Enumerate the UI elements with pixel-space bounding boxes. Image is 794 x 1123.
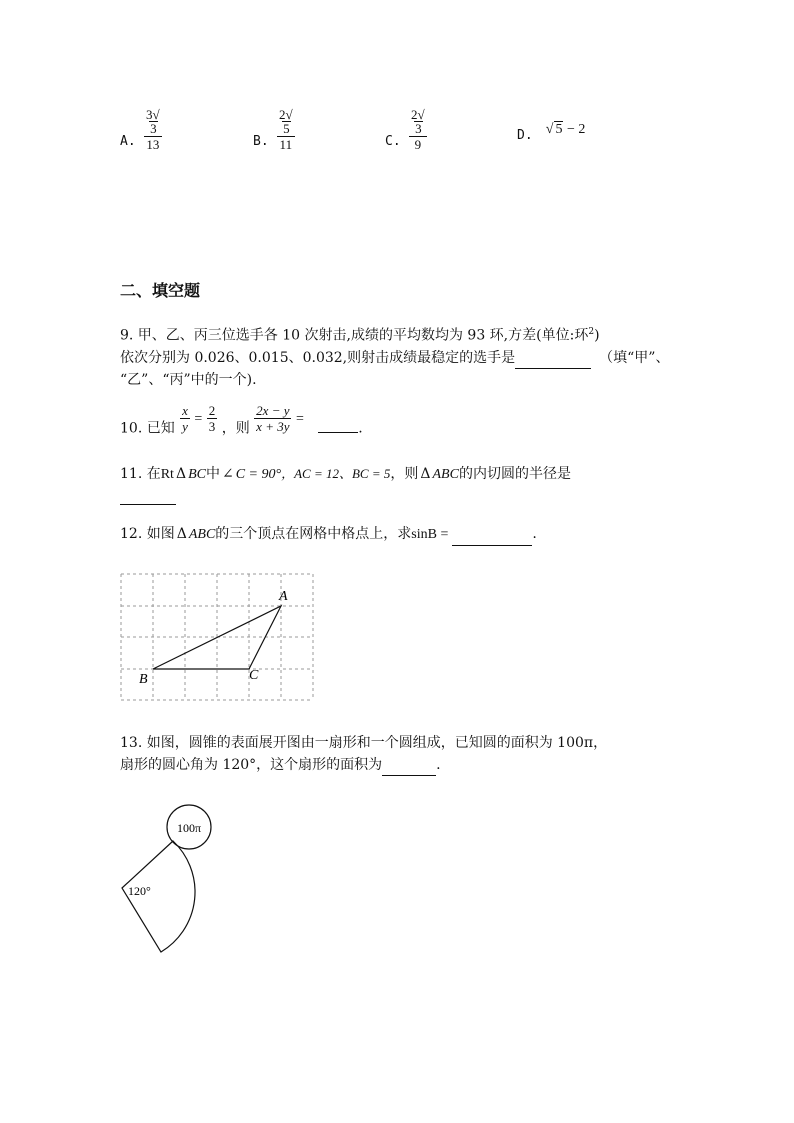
option-letter: A. xyxy=(120,134,136,149)
vertex-label-a: A xyxy=(279,589,288,604)
section-title: 二、填空题 xyxy=(120,281,201,300)
question-10: 10. 已知 $\frac{x}{y}$ = $\frac{2}{3}$ ，则 $\frac{2x - y}{x + 3y}$ = . xyxy=(120,403,363,437)
answer-blank[interactable] xyxy=(120,490,176,505)
question-13: 13. 如图，圆锥的表面展开图由一扇形和一个圆组成，已知圆的面积为 100π， 扇形的圆心角为 120°，这个扇形的面积为 . xyxy=(120,732,607,776)
answer-blank[interactable] xyxy=(382,761,436,776)
option-fraction: $\frac{2√5}{11}$ xyxy=(279,107,293,152)
option-letter: C. xyxy=(385,134,401,149)
sector-angle-label: 120° xyxy=(128,884,151,898)
option-fraction: $\frac{2√3}{9}$ xyxy=(411,107,425,152)
fraction-expression: $\frac{2x - y}{x + 3y}$ xyxy=(256,403,290,434)
cone-net-figure xyxy=(115,798,225,958)
vertex-label-c: C xyxy=(249,668,259,683)
circle-area-label: 100π xyxy=(176,821,202,835)
grid-triangle-figure xyxy=(118,570,318,706)
option-d xyxy=(517,118,585,143)
fraction-2-over-3: $\frac{2}{3}$ xyxy=(208,403,216,434)
question-12: 12. 如图 Δ ABC的三个顶点在网格中格点上，求sinB = . xyxy=(120,523,537,546)
question-9: 9. 甲、乙、丙三位选手各 10 次射击,成绩的平均数均为 93 环,方差(单位:环$^2$) 依次分别为 0.026、0.015、0.032,则射击成绩最稳定的选手是 （填“甲”、 “乙”、“丙”中的一个). xyxy=(120,327,670,388)
answer-blank[interactable] xyxy=(515,354,591,369)
answer-blank[interactable] xyxy=(318,418,358,433)
option-expression: √ 5 − 2 xyxy=(545,122,586,137)
option-letter: B. xyxy=(253,134,269,149)
fraction-x-over-y: $\frac{x}{y}$ xyxy=(182,403,188,434)
option-letter: D. xyxy=(517,128,533,143)
answer-blank[interactable] xyxy=(452,531,532,546)
vertex-label-b: B xyxy=(139,672,148,687)
question-11: 11. 在Rt Δ BC中 ∠ C = 90°，AC = 12、BC = 5，则 Δ ABC的内切圆的半径是 xyxy=(120,466,571,482)
option-fraction: $\frac{3√3}{13}$ xyxy=(146,107,160,152)
